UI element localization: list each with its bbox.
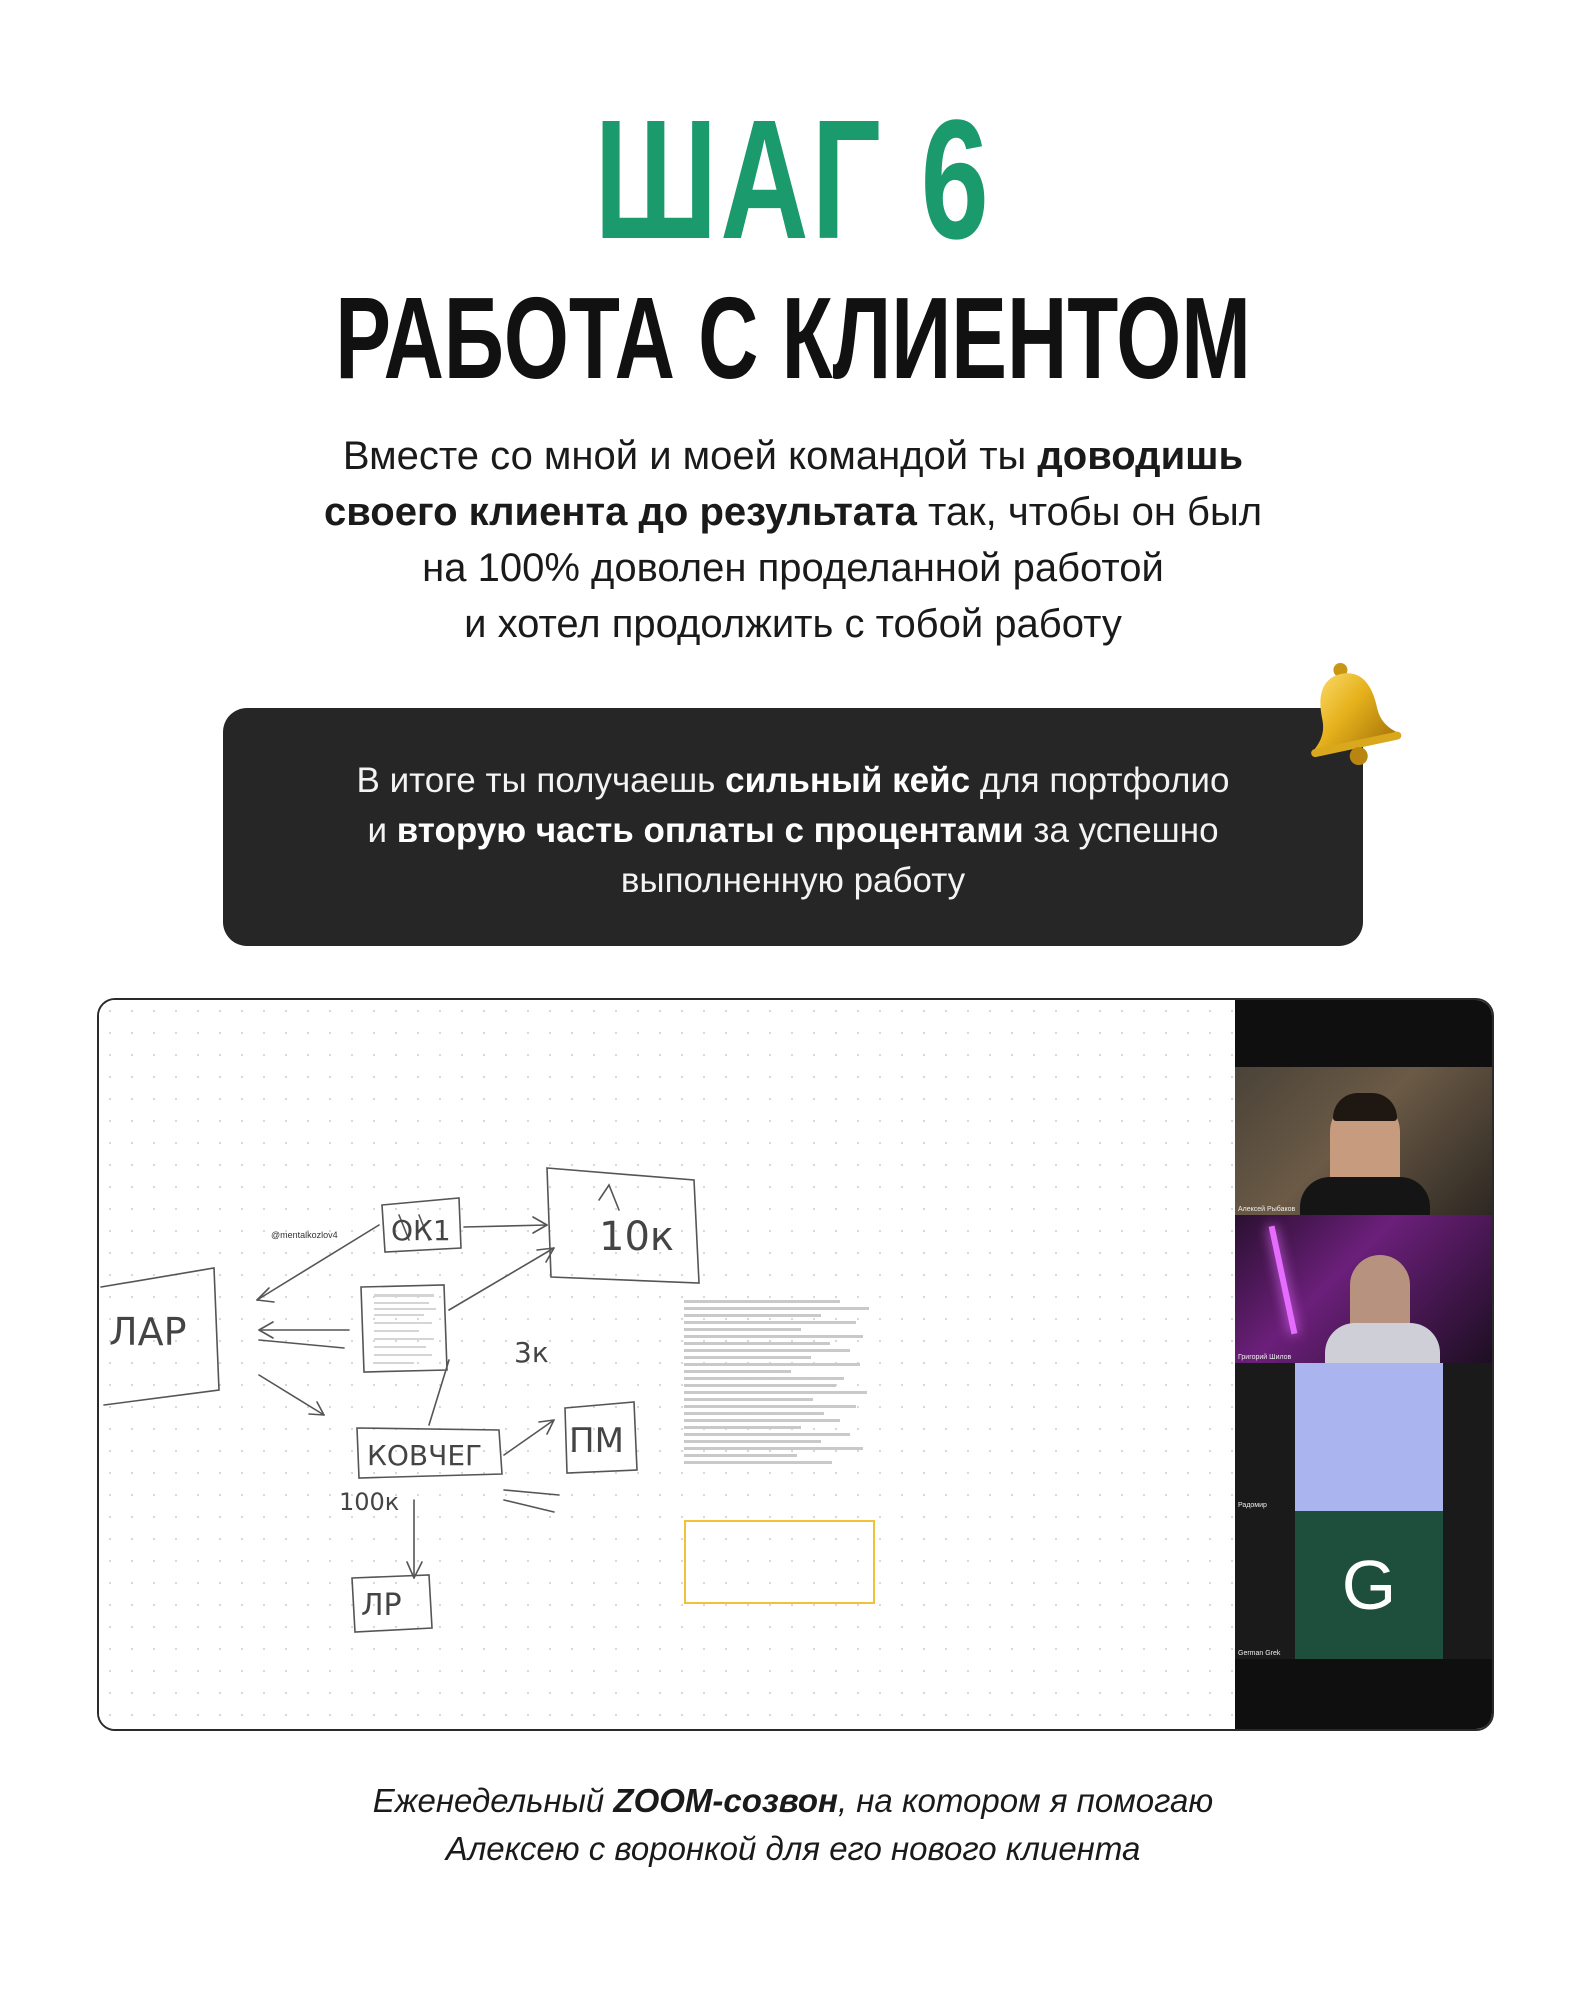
label-100k: 100к — [339, 1488, 400, 1516]
box-label-lr: ЛР — [361, 1588, 402, 1623]
box-label-ok1: ОК1 — [391, 1214, 451, 1247]
participant-hair — [1333, 1093, 1397, 1121]
highlighted-note — [684, 1520, 875, 1604]
result-card — [223, 708, 1363, 946]
step-number: ШАГ 6 — [594, 85, 992, 275]
participant-video — [1350, 1255, 1410, 1333]
participant-name: Григорий Шилов — [1238, 1354, 1292, 1361]
intro-text: Вместе со мной и моей командой ты доводишь своего клиента до результата так, чтобы он был на 100% доволен проделанной работой и хотел продолжить с тобой работу — [323, 434, 1263, 646]
caption: Еженедельный ZOOM-созвон, на котором я помогаю Алексею с воронкой для его нового клиента — [372, 1782, 1214, 1867]
participants-panel — [1235, 1000, 1492, 1729]
result-text: В итоге ты получаешь сильный кейс для портфолио и вторую часть оплаты с процентами за успешно выполненную работу — [356, 761, 1230, 900]
zoom-call-screenshot — [97, 998, 1494, 1731]
participant-tile — [1235, 1511, 1492, 1659]
whiteboard-username: @mentalkozlov4 — [271, 1230, 338, 1240]
participant-tile — [1235, 1067, 1492, 1215]
label-3k: 3к — [514, 1336, 549, 1369]
avatar-initial: G — [1341, 1546, 1397, 1624]
participant-name: German Grek — [1238, 1650, 1281, 1657]
participant-video-off — [1295, 1363, 1443, 1511]
box-label-10k: 10к — [599, 1214, 675, 1260]
participant-name: Алексей Рыбаков — [1238, 1206, 1296, 1213]
participant-body — [1325, 1323, 1440, 1363]
page-title: РАБОТА С КЛИЕНТОМ — [335, 273, 1251, 403]
avatar — [1295, 1511, 1443, 1659]
whiteboard — [99, 1000, 1235, 1729]
box-label-kovcheg: КОВЧЕГ — [367, 1439, 483, 1472]
participant-tile — [1235, 1215, 1492, 1363]
box-label-lar: ЛАР — [109, 1310, 187, 1354]
box-label-pm: ПМ — [569, 1421, 624, 1461]
neon-light — [1269, 1226, 1298, 1335]
bell-icon — [1290, 655, 1410, 775]
notes-document — [684, 1300, 879, 1468]
whiteboard-sketch — [99, 1000, 1235, 1729]
participant-tile — [1235, 1363, 1492, 1511]
participant-body — [1300, 1177, 1430, 1215]
participant-name: Радомир — [1238, 1502, 1267, 1509]
